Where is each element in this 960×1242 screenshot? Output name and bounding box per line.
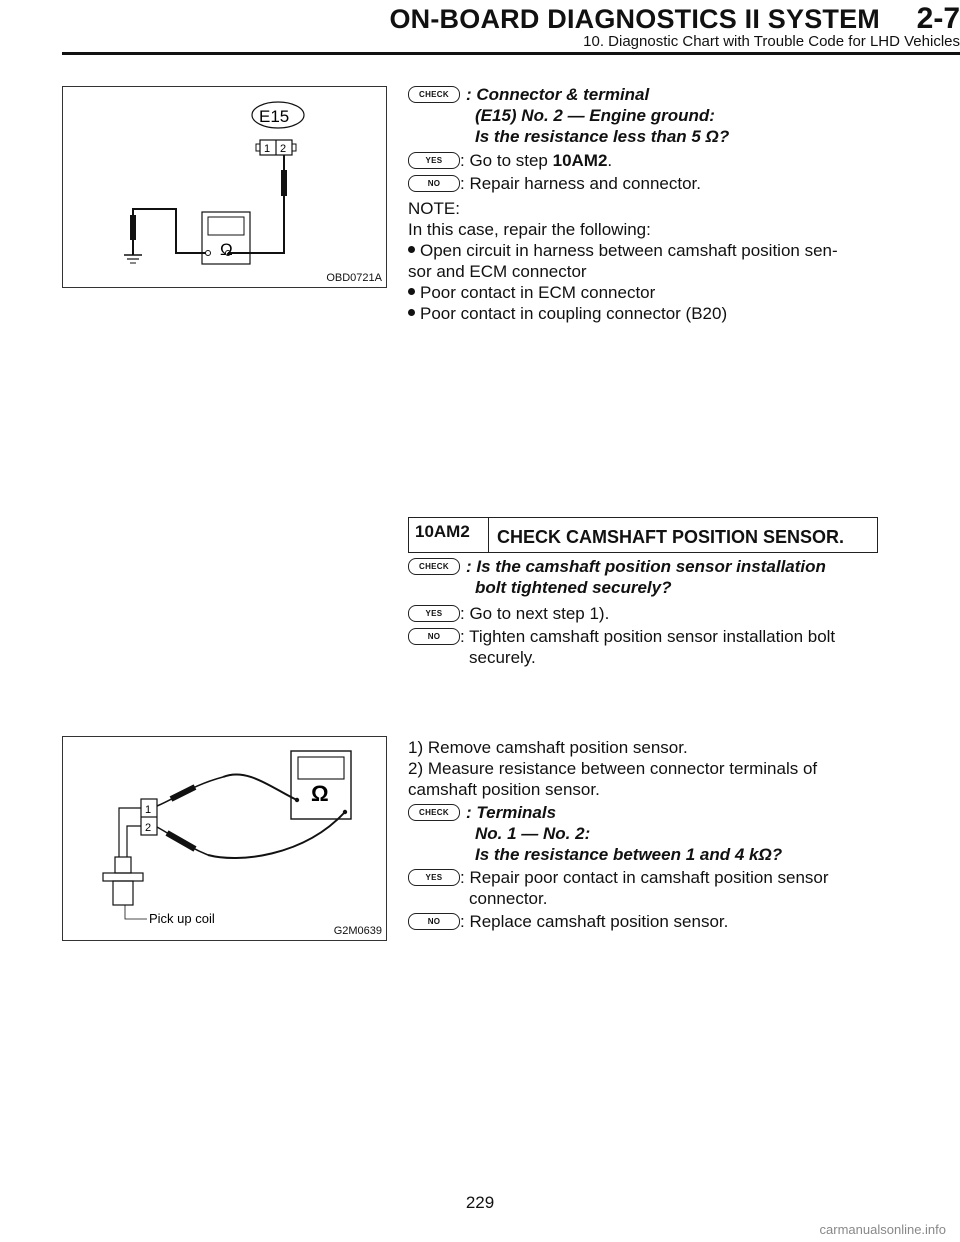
pin-label-2: 2 xyxy=(280,143,287,155)
connector-label-e15: E15 xyxy=(259,107,290,126)
check-question: : Terminals No. 1 — No. 2: Is the resistance between 1 and 4 kΩ? xyxy=(466,803,783,864)
note-bullet: Open circuit in harness between camshaft position sen- xyxy=(408,240,878,261)
yes-result: YES : Repair poor contact in camshaft position sensor connector. xyxy=(408,867,878,909)
note-bullet-continued: sor and ECM connector xyxy=(408,262,587,281)
bullet-icon xyxy=(408,288,415,295)
manual-title: ON-BOARD DIAGNOSTICS II SYSTEM xyxy=(389,4,880,34)
note-bullet: Poor contact in ECM connector xyxy=(408,282,878,303)
instruction-line: 2) Measure resistance between connector terminals of xyxy=(408,759,818,778)
figure-code: OBD0721A xyxy=(326,272,382,284)
check-item-bolt xyxy=(408,556,878,598)
no-result: NO : Replace camshaft position sensor. xyxy=(408,911,878,932)
no-tag-icon: NO xyxy=(408,628,460,645)
yes-result: YES : Go to step 10AM2. xyxy=(408,150,878,171)
step-title: CHECK CAMSHAFT POSITION SENSOR. xyxy=(497,527,845,547)
terminal-label-1: 1 xyxy=(145,804,152,816)
terminal-label-2: 2 xyxy=(145,822,152,834)
section-number: 2-7 xyxy=(916,2,960,35)
check-item-ground xyxy=(408,84,878,147)
watermark-link[interactable]: carmanualsonline.info xyxy=(819,1222,946,1237)
check-question: : Connector & terminal (E15) No. 2 — Engine ground: Is the resistance less than 5 Ω? xyxy=(466,85,730,146)
pin-label-1: 1 xyxy=(264,143,271,155)
check-tag-icon: CHECK xyxy=(408,558,460,575)
sensor-measurement-diagram xyxy=(63,737,386,940)
bullet-icon xyxy=(408,246,415,253)
no-result: NO : Tighten camshaft position sensor installation bolt securely. xyxy=(408,626,878,668)
no-tag-icon: NO xyxy=(408,913,460,930)
instruction-line: camshaft position sensor. xyxy=(408,780,600,799)
note-intro: In this case, repair the following: xyxy=(408,220,651,239)
yes-tag-icon: YES xyxy=(408,152,460,169)
yes-tag-icon: YES xyxy=(408,605,460,622)
yes-tag-icon: YES xyxy=(408,869,460,886)
bullet-icon xyxy=(408,309,415,316)
note-label: NOTE: xyxy=(408,199,460,218)
figure-ground-check xyxy=(62,86,387,288)
circuit-diagram-ground xyxy=(63,87,386,287)
page-number: 229 xyxy=(465,1193,495,1212)
figure-code: G2M0639 xyxy=(333,925,382,937)
pickup-coil-label: Pick up coil xyxy=(149,911,215,926)
check-item-terminals xyxy=(408,802,878,865)
no-result: NO : Repair harness and connector. xyxy=(408,173,878,194)
step-number: 10AM2 xyxy=(409,518,489,552)
check-tag-icon: CHECK xyxy=(408,804,460,821)
note-bullet: Poor contact in coupling connector (B20) xyxy=(408,303,878,324)
header-rule xyxy=(62,52,960,55)
section-subtitle: 10. Diagnostic Chart with Trouble Code for LHD Vehicles xyxy=(583,33,960,50)
ohm-symbol: Ω xyxy=(220,240,233,259)
yes-result: YES : Go to next step 1). xyxy=(408,603,878,624)
figure-sensor-resistance xyxy=(62,736,387,941)
step-reference: 10AM2 xyxy=(552,151,608,170)
check-tag-icon: CHECK xyxy=(408,86,460,103)
no-tag-icon: NO xyxy=(408,175,460,192)
ohm-symbol: Ω xyxy=(311,781,329,806)
instruction-line: 1) Remove camshaft position sensor. xyxy=(408,738,688,757)
check-question: : Is the camshaft position sensor installation bolt tightened securely? xyxy=(466,557,826,597)
step-header xyxy=(408,517,878,553)
